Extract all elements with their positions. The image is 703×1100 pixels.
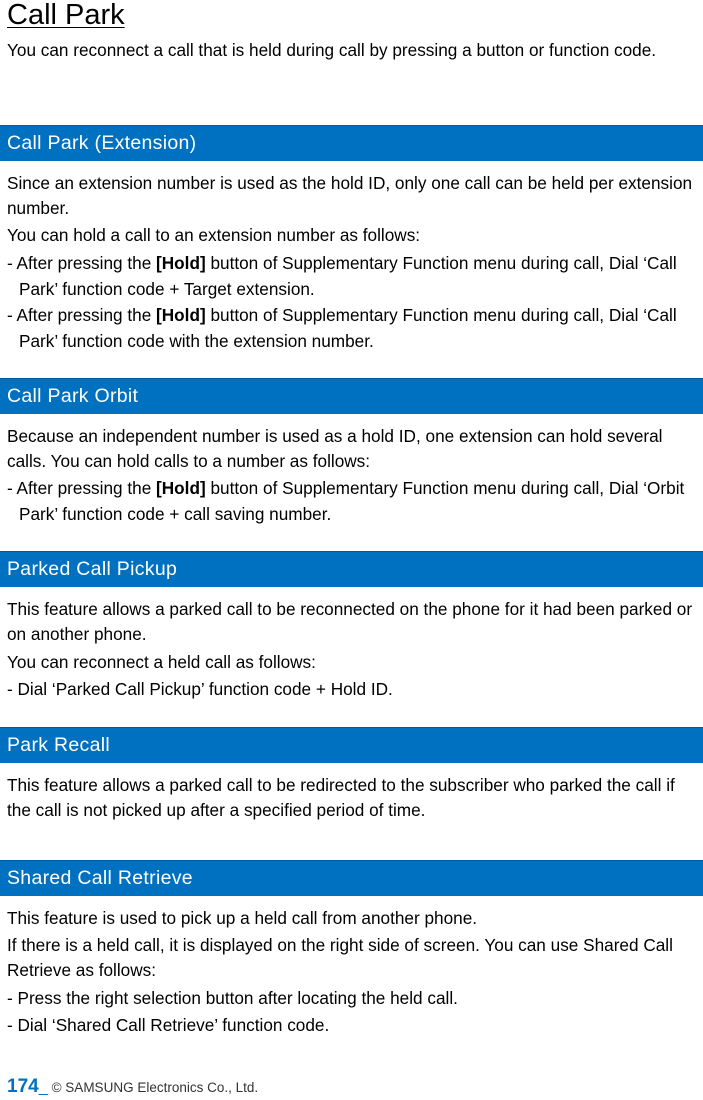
shared-bullet-2: - Dial ‘Shared Call Retrieve’ function code. — [7, 1015, 330, 1035]
section-heading: Shared Call Retrieve — [7, 867, 193, 889]
extension-paragraph-2: You can hold a call to an extension number as follows: — [7, 225, 421, 245]
copyright: © SAMSUNG Electronics Co., Ltd. — [51, 1080, 259, 1095]
pickup-paragraph-2: You can reconnect a held call as follows: — [7, 652, 316, 672]
section-heading: Call Park Orbit — [7, 385, 139, 407]
page-number: 174 — [7, 1076, 39, 1097]
section-heading: Call Park (Extension) — [7, 132, 197, 154]
section-header-parked-call-pickup — [0, 551, 703, 587]
orbit-paragraph-1: Because an independent number is used as a hold ID, one extension can hold several calls. You can hold calls to a number as follows: — [7, 426, 663, 471]
shared-bullet-1: - Press the right selection button after locating the held call. — [7, 988, 458, 1008]
shared-paragraph-1: This feature is used to pick up a held call from another phone. — [7, 908, 478, 928]
pickup-bullet-1: - Dial ‘Parked Call Pickup’ function code + Hold ID. — [7, 679, 393, 699]
recall-paragraph-1: This feature allows a parked call to be redirected to the subscriber who parked the call if the call is not picked up after a specified period of time. — [7, 775, 675, 820]
section-header-call-park-orbit — [0, 378, 703, 414]
section-heading: Parked Call Pickup — [7, 558, 178, 580]
page-footer — [7, 1076, 258, 1098]
section-header-park-recall — [0, 727, 703, 763]
page-title: Call Park — [7, 0, 125, 31]
intro-paragraph: You can reconnect a call that is held during call by pressing a button or function code. — [7, 40, 657, 60]
section-header-shared-call-retrieve — [0, 860, 703, 896]
hold-button-label: [Hold] — [156, 478, 206, 498]
extension-paragraph-1: Since an extension number is used as the hold ID, only one call can be held per extension number. — [7, 173, 693, 218]
orbit-bullet-1: - After pressing the [Hold] button of Supplementary Function menu during call, Dial ‘Orbit Park’ function code + call saving number. — [7, 478, 685, 524]
footer-separator: _ — [38, 1079, 48, 1096]
extension-bullet-2: - After pressing the [Hold] button of Supplementary Function menu during call, Dial ‘Call Park’ function code with the extension number. — [7, 305, 677, 351]
hold-button-label: [Hold] — [156, 253, 206, 273]
section-heading: Park Recall — [7, 734, 110, 756]
pickup-paragraph-1: This feature allows a parked call to be reconnected on the phone for it had been parked or on another phone. — [7, 599, 693, 644]
extension-bullet-1: - After pressing the [Hold] button of Supplementary Function menu during call, Dial ‘Call Park’ function code + Target extension. — [7, 253, 677, 299]
section-header-call-park-extension — [0, 125, 703, 161]
hold-button-label: [Hold] — [156, 305, 206, 325]
shared-paragraph-2: If there is a held call, it is displayed on the right side of screen. You can use Shared Call Retrieve as follows: — [7, 935, 673, 980]
